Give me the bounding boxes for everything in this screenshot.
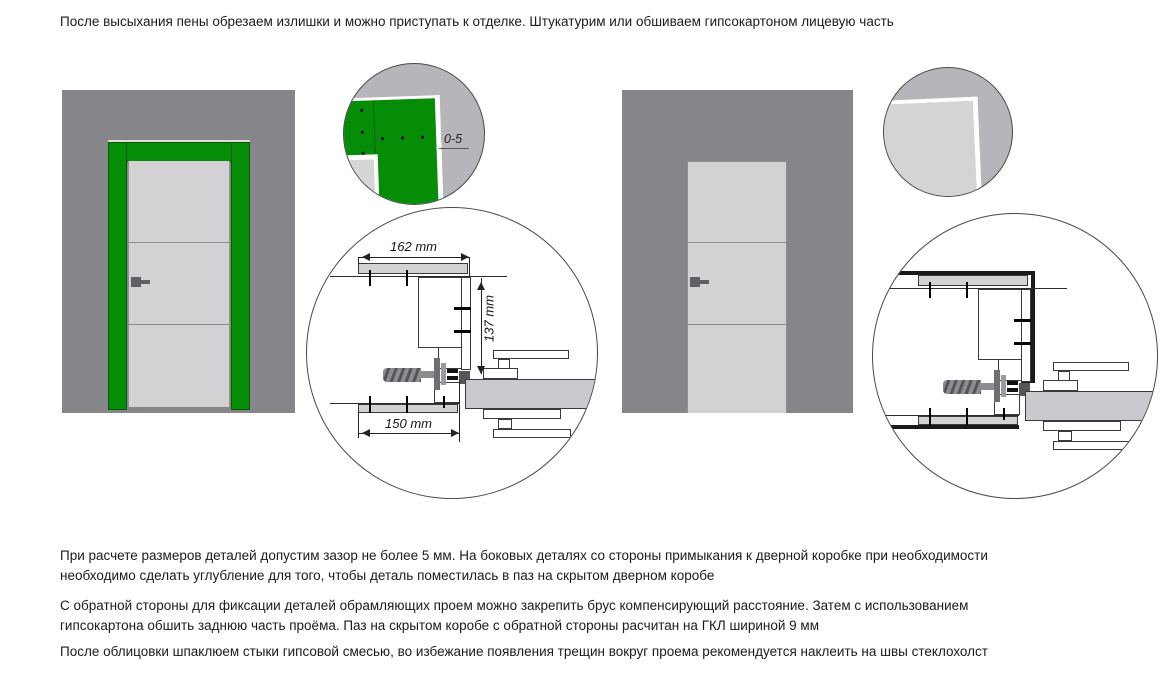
framing-board-top bbox=[358, 263, 468, 274]
fastener-mark bbox=[1007, 388, 1018, 392]
intro-text: После высыхания пены обрезаем излишки и можно приступать к отделке. Штукатурим или обшиваем гипсокартоном лицевую часть bbox=[60, 14, 894, 29]
dim-extension bbox=[358, 257, 359, 264]
dim-line-bottom bbox=[358, 433, 459, 434]
screw-tick bbox=[929, 408, 931, 425]
hinge-bar bbox=[1053, 362, 1129, 371]
door-leaf-section bbox=[1025, 391, 1158, 421]
corner-drawing bbox=[343, 63, 485, 205]
side-board bbox=[418, 277, 462, 348]
screw-dash bbox=[1014, 342, 1031, 345]
screw-dot bbox=[361, 131, 364, 134]
dim-label-side-height: 137 mm bbox=[481, 295, 497, 342]
hinge-bar bbox=[493, 429, 571, 438]
hinge-connector bbox=[498, 419, 512, 429]
screw-tick bbox=[406, 396, 408, 413]
corner-drawing bbox=[883, 67, 1013, 197]
screw-dash bbox=[454, 330, 471, 333]
arrow-left-icon bbox=[358, 253, 370, 261]
screw-dot bbox=[401, 136, 404, 139]
body-paragraph-line: гипсокартона обшить заднюю часть проёма. Паз на скрытом коробе с обратной стороны расчитан на ГКЛ шириной 9 мм bbox=[60, 618, 819, 633]
screw-tick bbox=[929, 282, 931, 298]
section-drawing bbox=[872, 220, 1158, 499]
door-handle bbox=[131, 277, 141, 287]
frame-jamb-left bbox=[108, 142, 127, 410]
hidden-frame-profile bbox=[461, 277, 471, 370]
section-drawing bbox=[307, 208, 598, 499]
hinge-bracket bbox=[483, 409, 561, 419]
body-paragraph-line: При расчете размеров деталей допустим зазор не более 5 мм. На боковых деталях со стороны примыкания к дверной коробке при необходимости bbox=[60, 548, 988, 563]
hinge-bracket bbox=[483, 368, 518, 379]
wall-left bbox=[62, 90, 295, 413]
fastener-mark bbox=[1007, 381, 1018, 385]
fastener-mark bbox=[447, 369, 458, 373]
fastener-mark bbox=[447, 376, 458, 380]
screw-tick bbox=[369, 396, 371, 413]
anchor-washer bbox=[994, 370, 1000, 402]
screw-dot bbox=[381, 137, 384, 140]
framing-board-vertical bbox=[373, 98, 439, 205]
hidden-frame-profile bbox=[1021, 289, 1031, 382]
body-paragraph-line: необходимо сделать углубление для того, чтобы деталь поместилась в паз на скрытом дверном коробе bbox=[60, 568, 715, 583]
screw-dot bbox=[360, 109, 363, 112]
hinge-bracket bbox=[1043, 421, 1121, 431]
door-handle-stem bbox=[700, 280, 709, 284]
door-frame-section bbox=[345, 159, 376, 205]
framing-board-side bbox=[343, 100, 375, 160]
screw-dot bbox=[421, 136, 424, 139]
side-board bbox=[978, 289, 1022, 360]
screw-tick bbox=[443, 396, 445, 408]
body-paragraph-line: С обратной стороны для фиксации деталей обрамляющих проем можно закрепить брус компенсирующий расстояние. Затем с использованием bbox=[60, 598, 969, 613]
detail-circle-corner-finished bbox=[883, 67, 1013, 197]
detail-circle-corner-green bbox=[343, 63, 485, 205]
body-paragraph-line: После облицовки шпаклюем стыки гипсовой смесью, во избежание появления трещин вокруг проема рекомендуется наклеить на швы стеклохолст bbox=[60, 644, 988, 659]
screw-dash bbox=[1014, 319, 1031, 322]
anchor-plate bbox=[1001, 375, 1006, 397]
plaster-layer-bottom bbox=[872, 425, 1019, 429]
hinge-bar bbox=[493, 350, 569, 359]
door-leaf-right bbox=[687, 161, 787, 413]
wall-section-line bbox=[872, 288, 1067, 289]
arrow-right-icon bbox=[461, 253, 473, 261]
door-panel-line bbox=[688, 242, 786, 243]
door-handle bbox=[690, 277, 700, 287]
dim-label-top-width: 162 mm bbox=[390, 239, 437, 254]
anchor-rod bbox=[421, 371, 435, 378]
finished-corner-piece bbox=[883, 101, 977, 197]
dim-line-top bbox=[358, 257, 469, 258]
screw-tick bbox=[406, 270, 408, 286]
screw-tick bbox=[369, 270, 371, 286]
arrow-down-icon bbox=[477, 366, 485, 378]
dim-label-bottom-width: 150 mm bbox=[385, 416, 432, 431]
door-panel-line bbox=[129, 324, 229, 325]
anchor-rod bbox=[981, 383, 995, 390]
wall-right bbox=[622, 90, 853, 413]
detail-circle-section-finished bbox=[872, 213, 1158, 499]
door-panel-line bbox=[688, 324, 786, 325]
anchor-dowel bbox=[943, 380, 981, 394]
door-panel-line bbox=[129, 242, 229, 243]
screw-dash bbox=[454, 307, 471, 310]
hinge-connector bbox=[1058, 431, 1072, 441]
frame-header bbox=[126, 142, 232, 162]
screw-tick bbox=[966, 282, 968, 298]
gap-dimension-line bbox=[439, 148, 469, 149]
frame-jamb-right bbox=[231, 142, 250, 410]
gap-dimension-label: 0-5 bbox=[444, 132, 463, 146]
hinge-bracket bbox=[1043, 380, 1078, 391]
door-leaf-section bbox=[465, 379, 598, 409]
anchor-dowel bbox=[383, 368, 421, 382]
dim-extension bbox=[469, 257, 470, 276]
screw-dot bbox=[362, 152, 365, 155]
door-leaf-left bbox=[128, 161, 230, 407]
hinge-bar bbox=[1053, 441, 1131, 450]
screw-tick bbox=[966, 408, 968, 425]
anchor-washer bbox=[434, 358, 440, 390]
anchor-plate bbox=[441, 363, 446, 385]
door-handle-stem bbox=[141, 280, 150, 284]
detail-circle-section-dimensions bbox=[306, 207, 598, 499]
screw-tick bbox=[1003, 408, 1005, 420]
framing-board-top bbox=[918, 275, 1028, 286]
